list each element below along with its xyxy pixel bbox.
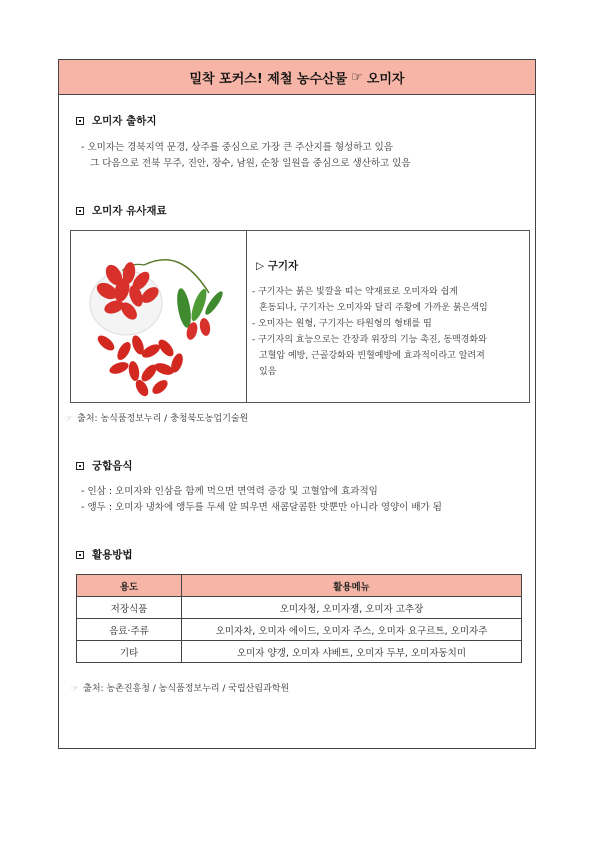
origin-line-1: - 오미자는 경북지역 문경, 상주를 중심으로 가장 큰 주산지를 형성하고 있음 [81, 142, 393, 153]
section-heading-text: 활용방법 [92, 549, 133, 561]
goji-line-2: 혼동되나, 구기자는 오미자와 달리 주황에 가까운 붉은색임 [259, 303, 488, 313]
origin-line-2: 그 다음으로 전북 무주, 진안, 장수, 남원, 순창 일원을 중심으로 생산하고 있음 [90, 158, 411, 169]
section-heading-similar [76, 203, 167, 218]
column-header-menu: 활용메뉴 [182, 575, 522, 597]
table-cell: 음료·주류 [77, 619, 182, 641]
section-heading-text: 오미자 유사재료 [92, 205, 167, 217]
pairing-line-1: - 인삼 : 오미자와 인삼을 함께 먹으면 면역력 증강 및 고혈압에 효과적임 [81, 486, 378, 497]
square-bullet-icon [76, 117, 84, 125]
title-suffix: 오미자 [366, 71, 405, 87]
document-frame [58, 59, 536, 749]
pointing-hand-icon: ☞ [65, 414, 73, 423]
table-row [77, 597, 522, 619]
usage-table [76, 574, 522, 663]
section-heading-usage [76, 547, 133, 562]
page-title [59, 60, 535, 95]
section-heading-text: 궁합음식 [92, 460, 133, 472]
source-text: 출처: 농식품정보누리 / 충청북도농업기술원 [77, 414, 249, 424]
source-text: 출처: 농촌진흥청 / 농식품정보누리 / 국립산림과학원 [83, 684, 290, 694]
column-header-use: 용도 [77, 575, 182, 597]
goji-subheading: ▷ 구기자 [256, 260, 299, 272]
title-prefix: 밀착 포커스! 제철 농수산물 [189, 71, 348, 87]
section-heading-pairing [76, 458, 133, 473]
table-cell: 오미자 양갱, 오미자 샤베트, 오미자 두부, 오미자동치미 [182, 641, 522, 663]
box-divider [246, 231, 247, 402]
section-heading-text: 오미자 출하지 [92, 115, 157, 127]
pairing-line-2: - 앵두 : 오미자 냉차에 앵두를 두세 알 띄우면 새콤달콤한 맛뿐만 아니라 영양이 배가 됨 [81, 502, 442, 513]
table-cell: 기타 [77, 641, 182, 663]
square-bullet-icon [76, 551, 84, 559]
table-row [77, 619, 522, 641]
square-bullet-icon [76, 207, 84, 215]
goji-line-3: - 오미자는 원형, 구기자는 타원형의 형태를 띰 [252, 319, 432, 329]
source-note-similar [65, 411, 248, 424]
pointing-hand-icon: ☞ [351, 69, 363, 85]
goji-berries-image [74, 233, 244, 401]
square-bullet-icon [76, 462, 84, 470]
similar-material-box [70, 230, 530, 403]
source-note-usage [71, 681, 289, 694]
table-header-row [77, 575, 522, 597]
table-cell: 오미자차, 오미자 에이드, 오미자 주스, 오미자 요구르트, 오미자주 [182, 619, 522, 641]
section-heading-origin [76, 113, 157, 128]
table-cell: 저장식품 [77, 597, 182, 619]
table-row [77, 641, 522, 663]
goji-line-4: - 구기자의 효능으로는 간장과 위장의 기능 촉진, 동맥경화와 [252, 335, 487, 345]
goji-line-1: - 구기자는 붉은 빛깔을 띠는 약재료로 오미자와 쉽게 [252, 287, 458, 297]
goji-line-6: 있음 [259, 367, 277, 377]
pointing-hand-icon: ☞ [71, 684, 79, 693]
table-cell: 오미자청, 오미자잼, 오미자 고추장 [182, 597, 522, 619]
goji-line-5: 고혈압 예방, 근골강화와 빈혈예방에 효과적이라고 알려져 [259, 351, 485, 361]
